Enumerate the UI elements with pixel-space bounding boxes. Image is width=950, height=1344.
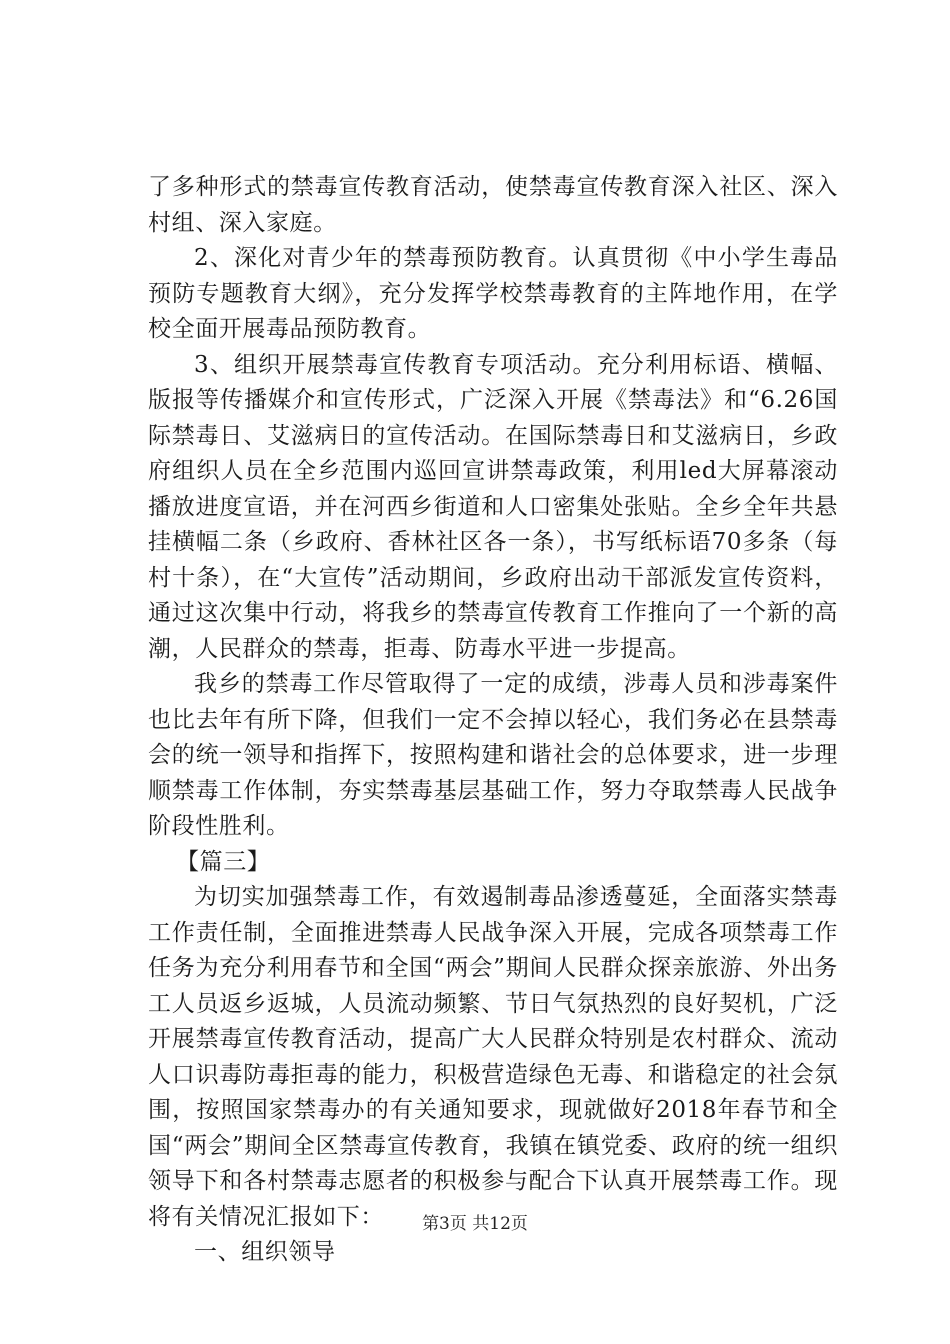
paragraph-special-activities: 3、组织开展禁毒宣传教育专项活动。充分利用标语、横幅、版报等传播媒介和宣传形式，广泛深入开展《禁毒法》和“6.26国际禁毒日、艾滋病日的宣传活动。在国际禁毒日和艾滋病日，乡政府组织人员在全乡范围内巡回宣讲禁毒政策，利用led大屏幕滚动播放进度宣语，并在河西乡街道和人口密集处张贴。全乡全年共悬挂横幅二条（乡政府、香林社区各一条），书写纸标语70多条（每村十条），在“大宣传”活动期间，乡政府出动干部派发宣传资料，通过这次集中行动，将我乡的禁毒宣传教育工作推向了一个新的高潮，人民群众的禁毒，拒毒、防毒水平进一步提高。	[148, 351, 838, 662]
paragraph-part-three-intro: 为切实加强禁毒工作，有效遏制毒品渗透蔓延，全面落实禁毒工作责任制，全面推进禁毒人民战争深入开展，完成各项禁毒工作任务为充分利用春节和全国“两会”期间人民群众探亲旅游、外出务工人员返乡返城，人员流动频繁、节日气氛热烈的良好契机，广泛开展禁毒宣传教育活动，提高广大人民群众特别是农村群众、流动人口识毒防毒拒毒的能力，积极营造绿色无毒、和谐稳定的社会氛围，按照国家禁毒办的有关通知要求，现就做好2018年春节和全国“两会”期间全区禁毒宣传教育，我镇在镇党委、政府的统一组织领导下和各村禁毒志愿者的积极参与配合下认真开展禁毒工作。现将有关情况汇报如下：	[148, 884, 838, 1230]
subheading-organization: 一、组织领导	[194, 1239, 336, 1265]
paragraph-continuation: 了多种形式的禁毒宣传教育活动，使禁毒宣传教育深入社区、深入村组、深入家庭。	[148, 174, 838, 236]
page-number-footer: 第3页 共12页	[422, 1214, 528, 1234]
document-body	[148, 170, 838, 1271]
section-heading-part-three: 【篇三】	[176, 848, 271, 875]
paragraph-youth-education: 2、深化对青少年的禁毒预防教育。认真贯彻《中小学生毒品预防专题教育大纲》，充分发挥学校禁毒教育的主阵地作用，在学校全面开展毒品预防教育。	[148, 245, 838, 342]
paragraph-conclusion: 我乡的禁毒工作尽管取得了一定的成绩，涉毒人员和涉毒案件也比去年有所下降，但我们一定不会掉以轻心，我们务必在县禁毒会的统一领导和指挥下，按照构建和谐社会的总体要求，进一步理顺禁毒工作体制，夯实禁毒基层基础工作，努力夺取禁毒人民战争阶段性胜利。	[148, 671, 838, 839]
